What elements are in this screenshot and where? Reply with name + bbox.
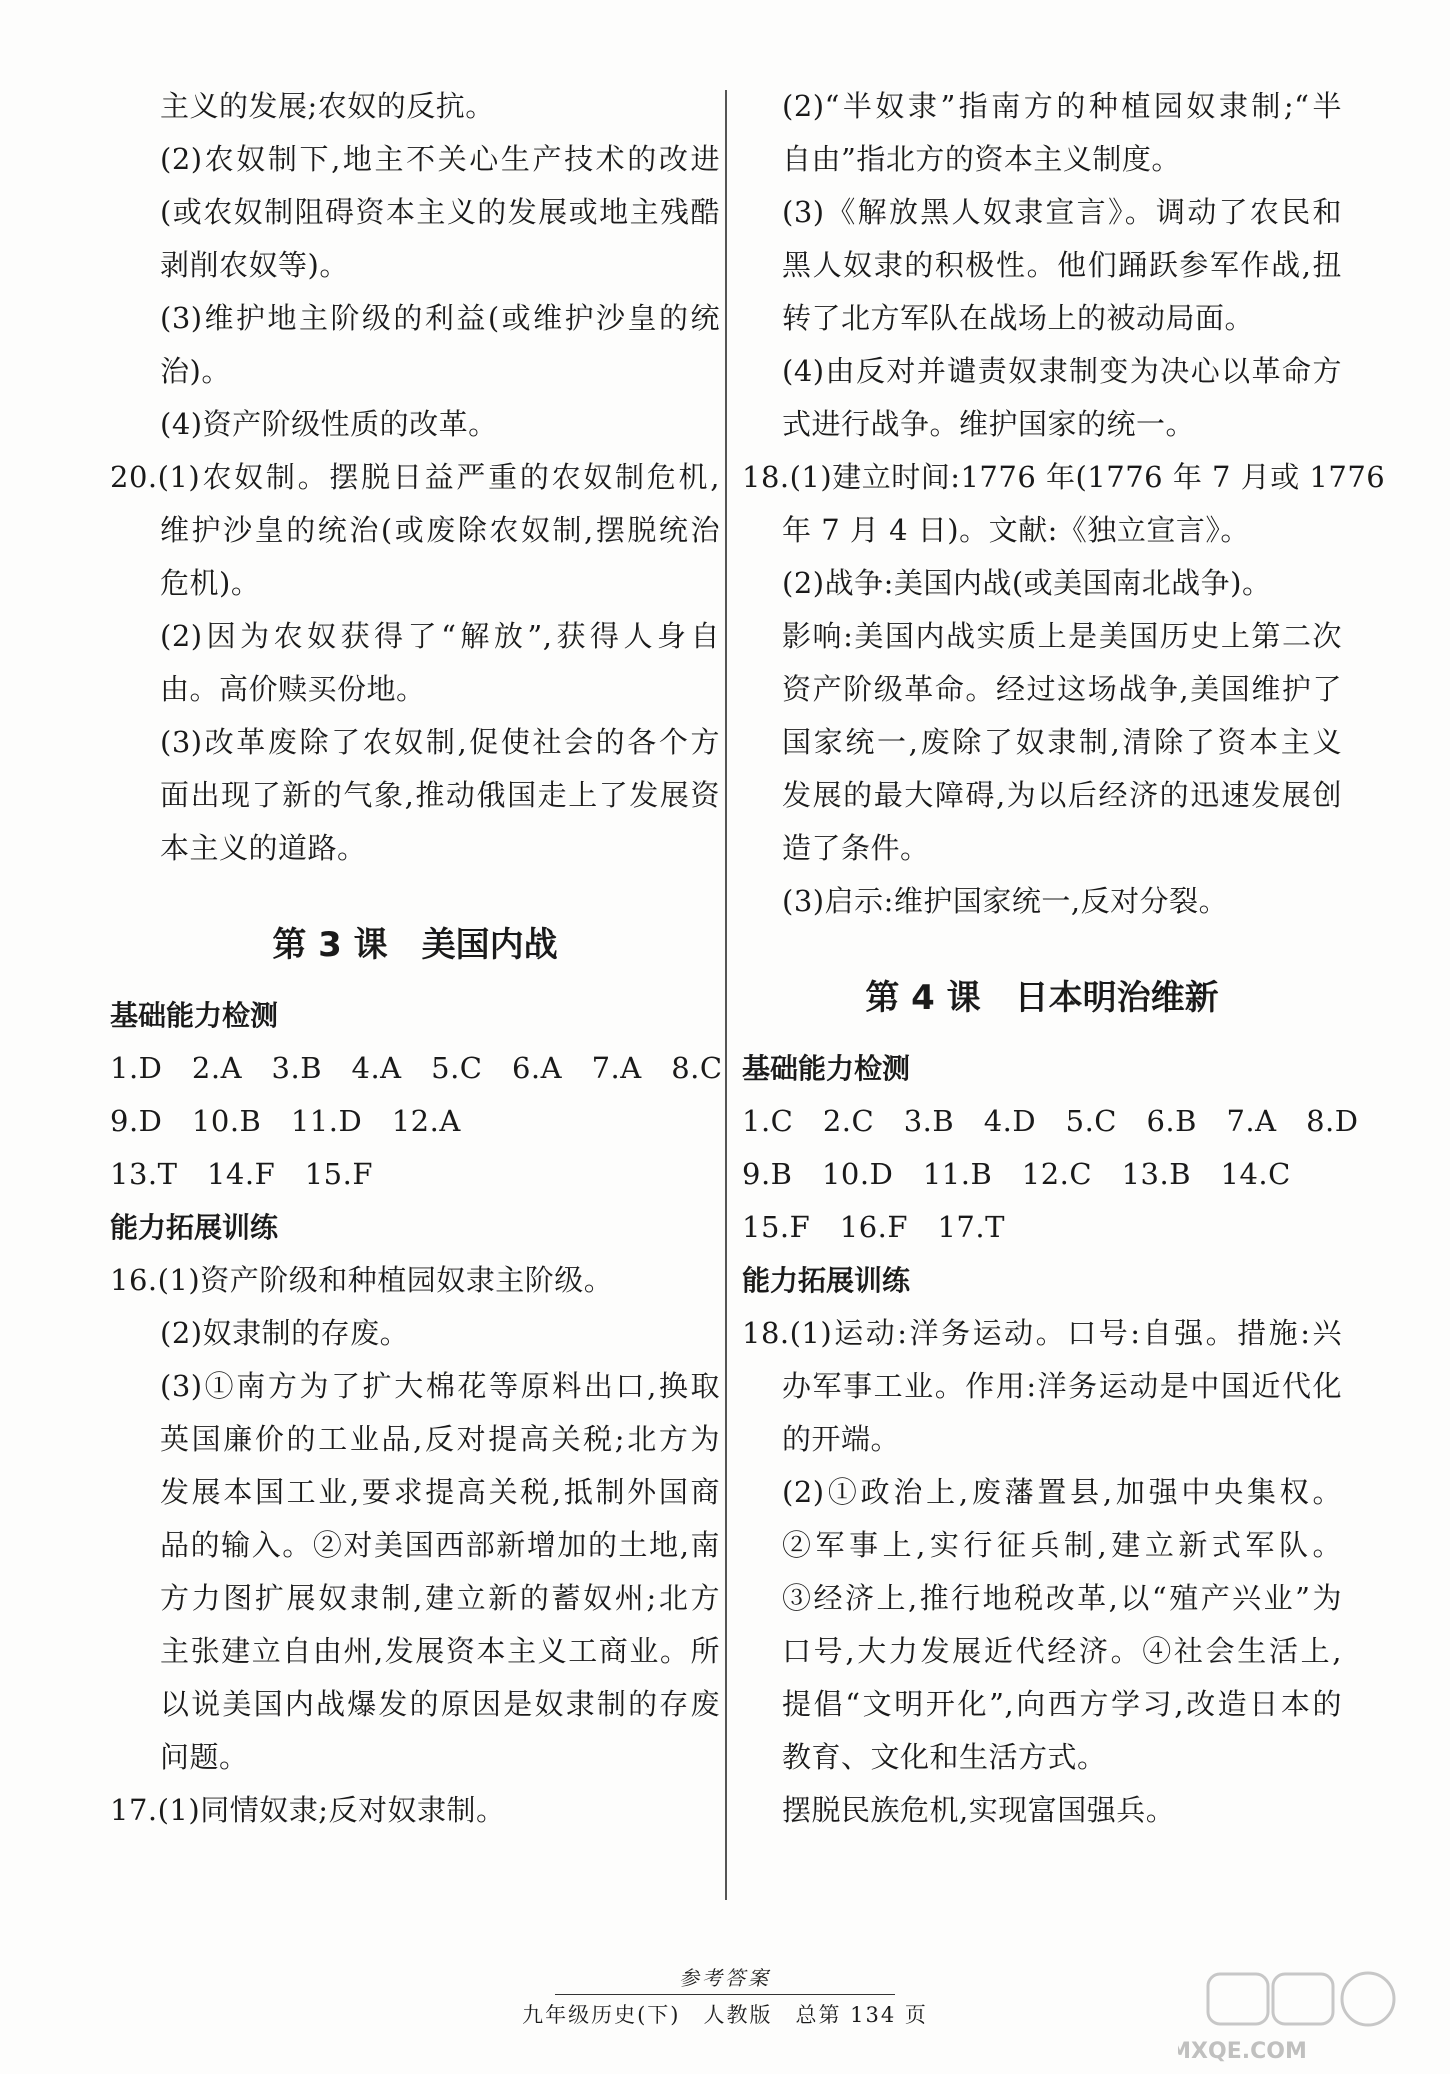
text-line: 问题。 — [160, 1740, 249, 1774]
watermark-logo-graphic — [1178, 1966, 1438, 2066]
question-17: 17.(1)同情奴隶;反对奴隶制。 — [110, 1793, 506, 1827]
watermark-url: MXQE.COM — [1178, 2039, 1307, 2064]
question-16: 16.(1)资产阶级和种植园奴隶主阶级。 — [110, 1263, 614, 1297]
answer-row: 1.D 2.A 3.B 4.A 5.C 6.A 7.A 8.C — [110, 1051, 723, 1085]
answer-row: 9.B 10.D 11.B 12.C 13.B 14.C — [742, 1157, 1291, 1191]
text-line: 以说美国内战爆发的原因是奴隶制的存废 — [160, 1687, 720, 1721]
text-line: 英国廉价的工业品,反对提高关税;北方为 — [160, 1422, 720, 1456]
text-line: 资产阶级革命。经过这场战争,美国维护了 — [782, 672, 1342, 706]
text-line: (3)维护地主阶级的利益(或维护沙皇的统 — [160, 301, 720, 335]
section-heading: 基础能力检测 — [110, 999, 279, 1032]
text-line: 国家统一,废除了奴隶制,清除了资本主义 — [782, 725, 1342, 759]
footer-header: 参考答案 — [679, 1966, 771, 1990]
right-column — [742, 80, 1386, 1837]
text-line: 主义的发展;农奴的反抗。 — [160, 89, 495, 123]
text-line: 发展本国工业,要求提高关税,抵制外国商 — [160, 1475, 720, 1509]
text-line: ③经济上,推行地税改革,以“殖产兴业”为 — [782, 1581, 1342, 1615]
answer-row: 13.T 14.F 15.F — [110, 1157, 373, 1191]
text-line: (3)《解放黑人奴隶宣言》。调动了农民和 — [782, 195, 1342, 229]
text-line: 发展的最大障碍,为以后经济的迅速发展创 — [782, 778, 1342, 812]
text-line: 面出现了新的气象,推动俄国走上了发展资 — [160, 778, 720, 812]
text-line: (2)农奴制下,地主不关心生产技术的改进 — [160, 142, 720, 176]
text-line: 年 7 月 4 日)。文献:《独立宣言》。 — [782, 513, 1250, 547]
text-line: 治)。 — [160, 354, 231, 388]
watermark-logo — [1178, 1966, 1438, 2066]
answer-row: 1.C 2.C 3.B 4.D 5.C 6.B 7.A 8.D — [742, 1104, 1359, 1138]
text-line: 维护沙皇的统治(或废除农奴制,摆脱统治 — [160, 513, 720, 547]
text-line: (2)奴隶制的存废。 — [160, 1316, 410, 1350]
text-line: (4)由反对并谴责奴隶制变为决心以革命方 — [782, 354, 1342, 388]
text-line: 转了北方军队在战场上的被动局面。 — [782, 301, 1255, 335]
footer-rule — [555, 1994, 895, 1995]
text-line: 本主义的道路。 — [160, 831, 367, 865]
question-18: 18.(1)运动:洋务运动。口号:自强。措施:兴 — [742, 1316, 1342, 1350]
text-line: (3)改革废除了农奴制,促使社会的各个方 — [160, 725, 720, 759]
section-heading: 能力拓展训练 — [110, 1211, 279, 1244]
question-20: 20.(1)农奴制。摆脱日益严重的农奴制危机, — [110, 460, 720, 494]
lesson-title: 第 4 课 日本明治维新 — [865, 978, 1219, 1018]
text-line: 式进行战争。维护国家的统一。 — [782, 407, 1196, 441]
text-line: (或农奴制阻碍资本主义的发展或地主残酷 — [160, 195, 720, 229]
lesson-title: 第 3 课 美国内战 — [272, 925, 558, 965]
section-heading: 能力拓展训练 — [742, 1264, 911, 1297]
text-line: 影响:美国内战实质上是美国历史上第二次 — [782, 619, 1342, 653]
text-line: 教育、文化和生活方式。 — [782, 1740, 1107, 1774]
question-18: 18.(1)建立时间:1776 年(1776 年 7 月或 1776 — [742, 460, 1386, 494]
text-line: 办军事工业。作用:洋务运动是中国近代化 — [782, 1369, 1342, 1403]
text-line: 方力图扩展奴隶制,建立新的蓄奴州;北方 — [160, 1581, 720, 1615]
text-line: 由。高价赎买份地。 — [160, 672, 426, 706]
text-line: (2)①政治上,废藩置县,加强中央集权。 — [782, 1475, 1342, 1509]
text-line: (3)①南方为了扩大棉花等原料出口,换取 — [160, 1369, 720, 1403]
text-line: (4)资产阶级性质的改革。 — [160, 407, 498, 441]
text-line: (2)“半奴隶”指南方的种植园奴隶制;“半 — [782, 89, 1342, 123]
text-line: (2)因为农奴获得了“解放”,获得人身自 — [160, 619, 720, 653]
left-column — [110, 80, 723, 1837]
text-line: 提倡“文明开化”,向西方学习,改造日本的 — [782, 1687, 1342, 1721]
text-line: 主张建立自由州,发展资本主义工商业。所 — [160, 1634, 720, 1668]
answer-row: 9.D 10.B 11.D 12.A — [110, 1104, 461, 1138]
text-line: 黑人奴隶的积极性。他们踊跃参军作战,扭 — [782, 248, 1342, 282]
text-line: (3)启示:维护国家统一,反对分裂。 — [782, 884, 1229, 918]
text-line: 自由”指北方的资本主义制度。 — [782, 142, 1181, 176]
footer-page-info: 九年级历史(下) 人教版 总第 134 页 — [522, 2003, 928, 2027]
section-heading: 基础能力检测 — [742, 1052, 911, 1085]
text-line: 口号,大力发展近代经济。④社会生活上, — [782, 1634, 1342, 1668]
text-line: 的开端。 — [782, 1422, 901, 1456]
text-line: (2)战争:美国内战(或美国南北战争)。 — [782, 566, 1272, 600]
text-line: 品的输入。②对美国西部新增加的土地,南 — [160, 1528, 720, 1562]
text-line: 摆脱民族危机,实现富国强兵。 — [782, 1793, 1176, 1827]
text-line: 剥削农奴等)。 — [160, 248, 349, 282]
answer-row: 15.F 16.F 17.T — [742, 1210, 1005, 1244]
text-line: 危机)。 — [160, 566, 261, 600]
text-line: 造了条件。 — [782, 831, 930, 865]
column-divider — [725, 90, 727, 1900]
text-line: ②军事上,实行征兵制,建立新式军队。 — [782, 1528, 1342, 1562]
